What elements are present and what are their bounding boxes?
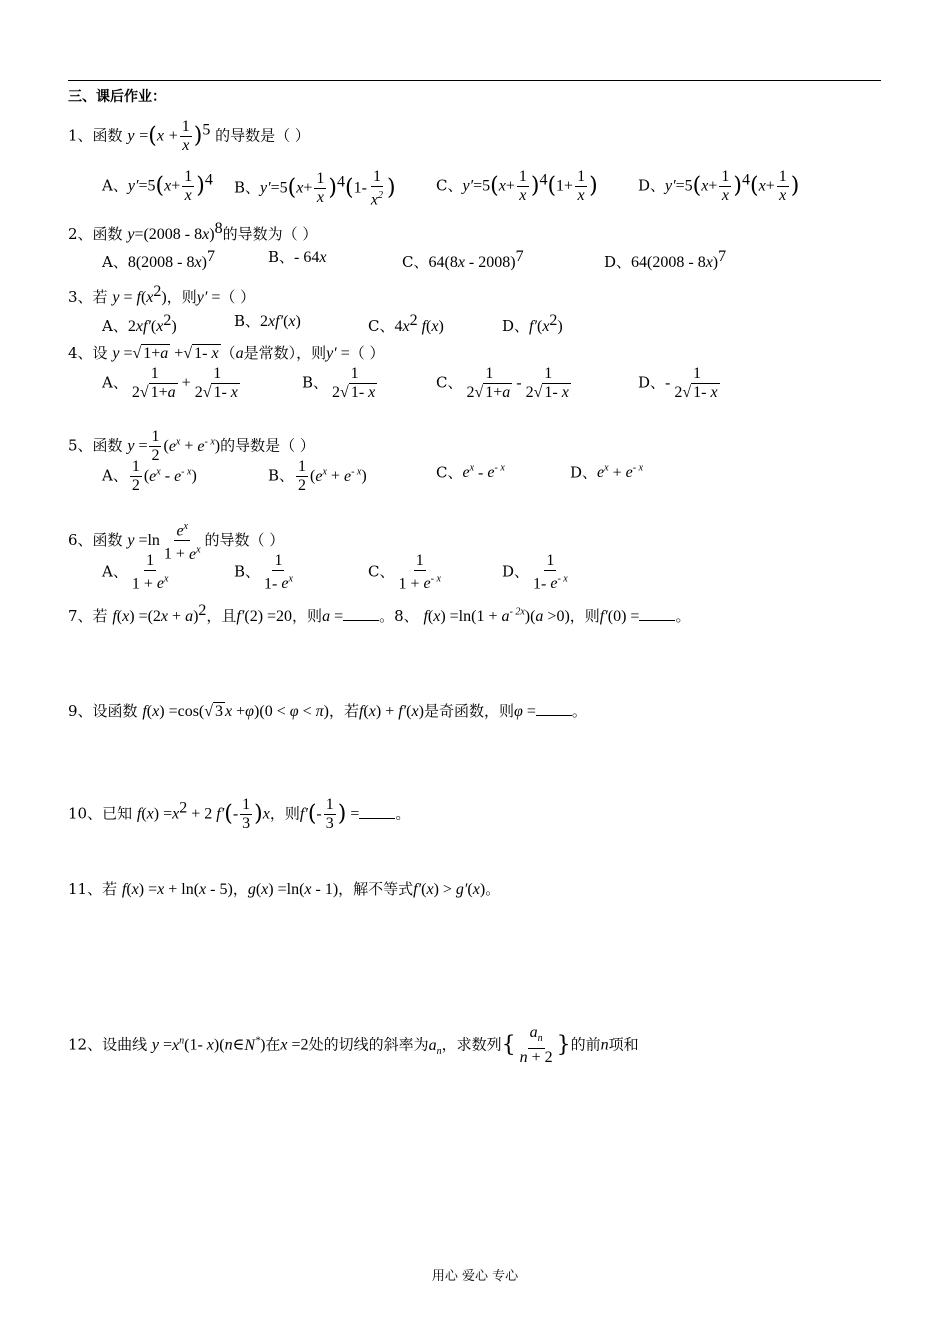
question-2: 2、函数 y=(2008 - 8x)$^8$的导数为（ ） xyxy=(68,220,318,243)
option-a: A、y′=5(x+ $\frac{1}{x}$ )$^4$ xyxy=(102,168,213,204)
option-b: B、 $\frac{1}{1- e^x}$ xyxy=(234,552,293,593)
option-c: C、 $\frac{1}{1 + e^{- x}}$ xyxy=(368,552,441,593)
page-footer: 用心 爱心 专心 xyxy=(431,1269,519,1284)
answer-blank-8[interactable] xyxy=(639,620,675,621)
option-c: C、y′=5(x+ $\frac{1}{x}$ )$^4$(1+ $\frac{1}{x}$ ) xyxy=(436,168,598,204)
section-title: 三、课后作业： xyxy=(68,89,166,105)
question-1: 1、函数 y =(x + $\frac{1}{x}$ )$^5$ 的导数是（ ） xyxy=(68,118,310,154)
question-10: 10、已知 $f(x) =x^2 + 2$ f′(- $\frac{1}{3}$ )x，则f′(- $\frac{1}{3}$ ) = 。 xyxy=(68,796,411,832)
header-rule xyxy=(68,80,881,81)
answer-blank-7[interactable] xyxy=(343,620,379,621)
option-c: C、$e^x - e^{- x}$ xyxy=(436,463,505,482)
option-d: D、- $\frac{1}{2√ 1- x}$ xyxy=(638,365,718,401)
option-a: A、8(2008 - 8x)$^7$ xyxy=(102,248,215,271)
question-6: 6、函数 y =ln $\frac{e^x}{1 + e^x}$ 的导数（ ） xyxy=(68,518,284,564)
option-c: C、 $\frac{1}{2√ 1+a}$ - $\frac{1}{2√ 1- x}$ xyxy=(436,365,569,401)
question-5: 5、函数 y = $\frac{1}{2}$ $(e^x + e^{- x})$的导数是（ ） xyxy=(68,428,315,464)
option-c: C、$4x^2$ f(x) xyxy=(368,312,444,335)
option-b: B、y′=5(x+ $\frac{1}{x}$ )$^4$(1- $\frac{1}{x^2}$ ) xyxy=(234,168,396,209)
option-c: C、64(8x - 2008)$^7$ xyxy=(402,248,524,271)
option-d: D、$f'(x^2)$ xyxy=(502,312,563,335)
option-a: A、 $\frac{1}{2√ 1+a}$ + $\frac{1}{2√ 1- x}$ xyxy=(102,365,238,401)
option-d: D、y′=5(x+ $\frac{1}{x}$ )$^4$(x+ $\frac{1}{x}$ ) xyxy=(638,168,800,204)
option-a: A、 $\frac{1}{2}$ $(e^x - e^{- x})$ xyxy=(102,458,197,494)
option-b: B、- 64x xyxy=(268,248,327,266)
question-9: 9、设函数 f(x) =cos(√ 3 x +φ)(0 < φ < π)，若f(x) + f′(x)是奇函数，则φ = 。 xyxy=(68,702,587,720)
option-d: D、$e^x + e^{- x}$ xyxy=(570,463,644,482)
option-b: B、 $\frac{1}{2√ 1- x}$ xyxy=(302,365,376,401)
question-3: 3、若 $y = f(x^2)$，则y′ =（ ） xyxy=(68,283,256,306)
option-d: D、 $\frac{1}{1- e^{- x}}$ xyxy=(502,552,568,593)
question-11: 11、若 f(x) =x + ln(x - 5)，g(x) =ln(x - 1)，解不等式f′(x) > g′(x)。 xyxy=(68,880,501,898)
option-b: B、2xf′(x) xyxy=(234,312,301,330)
question-4: 4、设 y =√ 1+a +√ 1- x （a是常数），则y′ =（ ） xyxy=(68,344,385,362)
question-4-options xyxy=(102,365,882,405)
question-2-options xyxy=(102,246,882,286)
question-7-8: 7、若 $f(x) =(2x + a)^2$，且f′(2) =20，则a = 。8、 $f(x) =\ln(1 + a^{- 2x})(a >0)$，则f′(0) = 。 xyxy=(68,602,691,625)
option-d: D、64(2008 - 8x)$^7$ xyxy=(604,248,727,271)
question-5-options xyxy=(102,458,882,498)
option-a: A、 $\frac{1}{1 + e^x}$ xyxy=(102,552,169,593)
question-1-options xyxy=(102,168,882,208)
option-a: A、$2xf'(x^2)$ xyxy=(102,312,177,335)
answer-blank-9[interactable] xyxy=(536,715,572,716)
answer-blank-10[interactable] xyxy=(359,818,395,819)
question-6-options xyxy=(102,552,882,592)
question-12: 12、设曲线 $y =x^n(1-$ x)(n∈N*)在x =2处的切线的斜率为$a_n$，求数列{ $\frac{a_n}{n + 2}$ }的前n项和 xyxy=(68,1024,639,1067)
option-b: B、 $\frac{1}{2}$ $(e^x + e^{- x})$ xyxy=(268,458,367,494)
